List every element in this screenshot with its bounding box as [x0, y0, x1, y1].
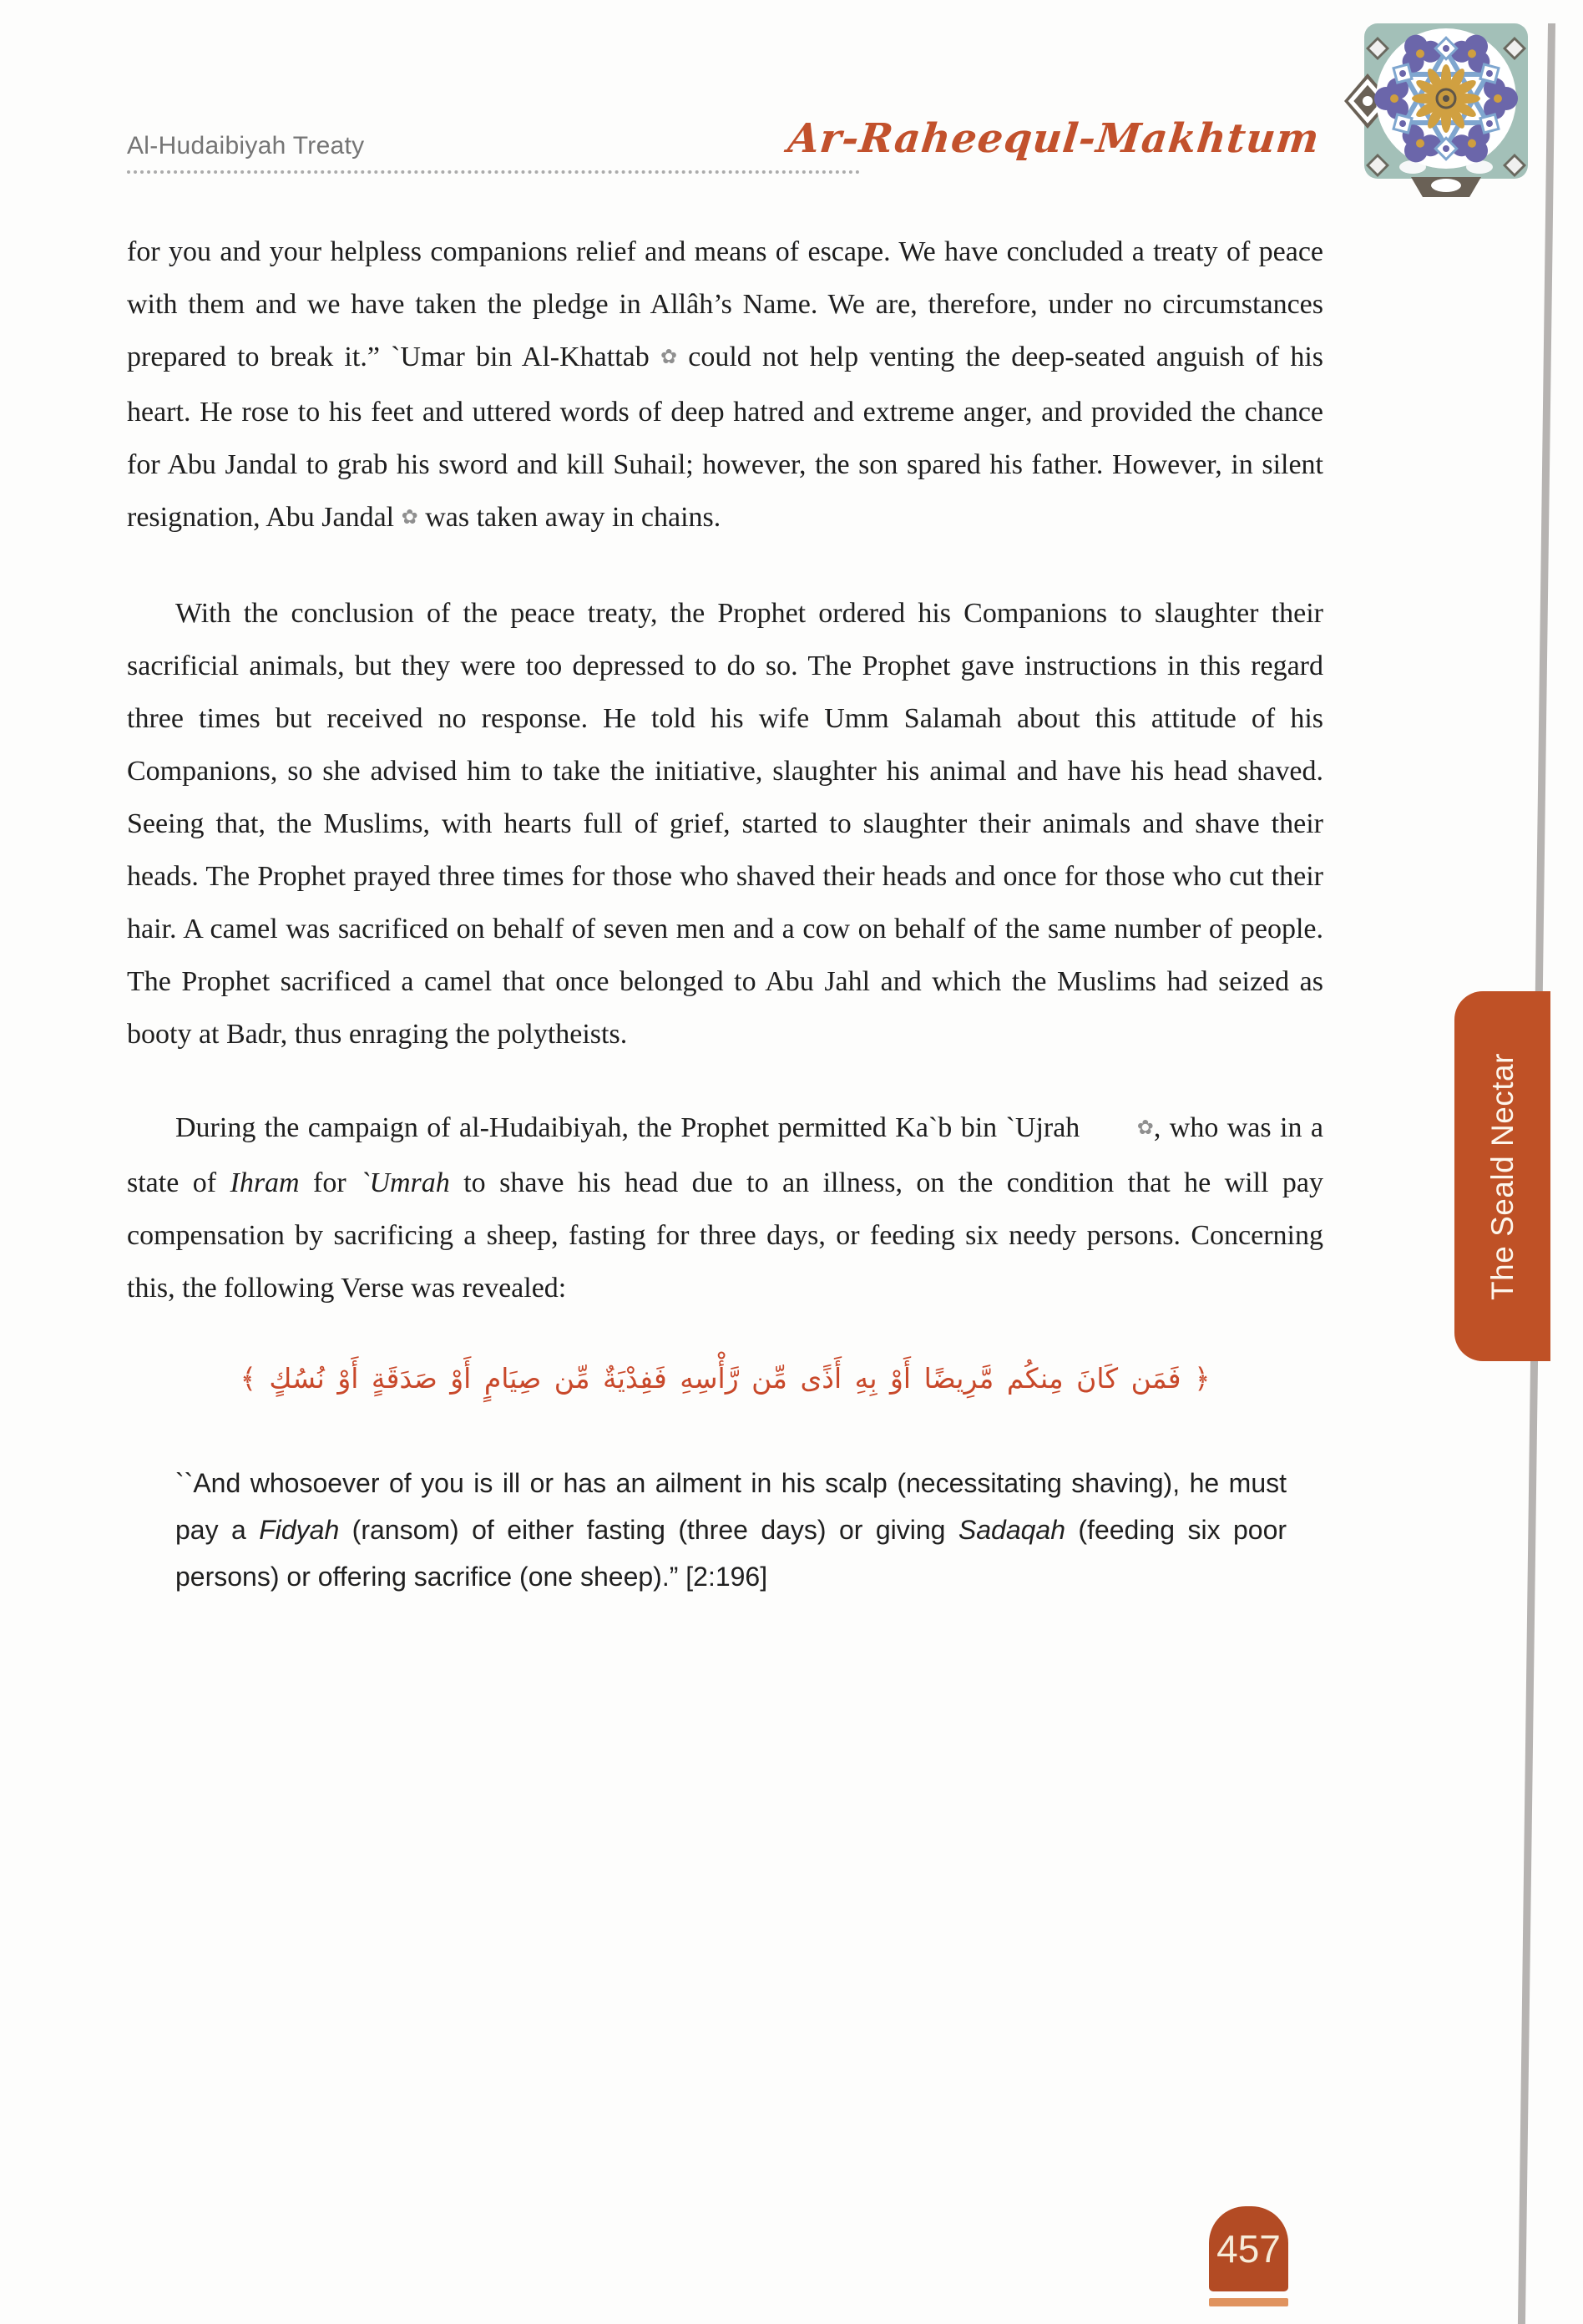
paragraph-1-text: was taken away in chains. [417, 502, 721, 533]
paragraph-3-text: for [299, 1167, 361, 1198]
islamic-ornament-graphic [1344, 13, 1535, 201]
paragraph-1-text: could not help venting the deep-seated anguish of his heart. He rose to his feet and uttered words of deep hatred and extreme anger, and provided the chance for Abu Jandal to grab his sword and kill Suhail; however, the son spared his father. However, in silent resignation, Abu Jandal [127, 342, 1324, 533]
paragraph-2-text: With the conclusion of the peace treaty, the Prophet ordered his Companions to slaughter their sacrificial animals, but they were too depressed to do so. The Prophet gave instructions in this regard three times but received no response. He told his wife Umm Salamah about this attitude of his Companions, so she advised him to take the initiative, slaughter his animal and have his head shaved. Seeing that, the Muslims, with hearts full of grief, started to slaughter their animals and shave their heads. The Prophet prayed three times for those who shaved their heads and once for those who cut their hair. A camel was sacrificed on behalf of seven men and a cow on behalf of the same number of people. The Prophet sacrificed a camel that once belonged to Abu Jahl and which the Muslims had seized as booty at Badr, thus enraging the polytheists. [127, 598, 1323, 1050]
term-ihram: Ihram [230, 1167, 300, 1198]
side-tab-label: The Seald Nectar [1484, 1052, 1520, 1300]
radiallahu-anhu-symbol: ✿ [660, 347, 678, 368]
paragraph-3-text: During the campaign of al-Hudaibiyah, the Prophet permitted Ka`b bin `Ujrah [175, 1112, 1089, 1143]
book-title-calligraphy: Ar-Raheequl-Makhtum [785, 115, 1322, 162]
radiallahu-anhu-symbol: ✿ [1136, 1117, 1154, 1139]
verse-translation [175, 1460, 1287, 1600]
page-number-underline [1209, 2298, 1288, 2306]
paragraph-3 [127, 1101, 1323, 1314]
header-dotted-rule [127, 170, 860, 174]
text-column [127, 225, 1323, 1600]
paragraph-1-text: for you and your helpless companions relief and means of escape. We have concluded a treaty of peace with them and we have taken the pledge in Allâh’s Name. We are, therefore, under no circumstances prepared to break it.” `Umar bin Al-Khattab [127, 236, 1323, 372]
term-fidyah: Fidyah [259, 1515, 340, 1545]
term-sadaqah: Sadaqah [958, 1515, 1065, 1545]
paragraph-2 [127, 587, 1323, 1061]
quran-verse-arabic: ﴿ فَمَن كَانَ مِنكُم مَّرِيضًا أَوْ بِهِ أَذًى مِّن رَّأْسِهِ فَفِدْيَةٌ مِّن صِيَامٍ أَوْ صَدَقَةٍ أَوْ نُسُكٍ ﴾ [240, 1362, 1211, 1395]
paragraph-3-text: , who was in a state of [127, 1112, 1324, 1198]
page-number-badge: 457 [1209, 2206, 1288, 2291]
translation-text: (ransom) of either fasting (three days) or giving [339, 1515, 958, 1545]
translation-text: (feeding six poor persons) or offering sacrifice (one sheep).” [2:196] [175, 1515, 1287, 1592]
paragraph-3-text: to shave his head due to an illness, on the condition that he will pay compensation by sacrificing a sheep, fasting for three days, or feeding six needy persons. Concerning this, the following Verse was revealed: [127, 1167, 1323, 1304]
term-umrah: `Umrah [360, 1167, 450, 1198]
ornament-icon [1344, 13, 1535, 197]
translation-text: ``And whosoever of you is ill or has an ailment in his scalp (necessitating shaving), he must pay a [175, 1468, 1287, 1545]
radiallahu-anhu-symbol: ✿ [401, 507, 418, 529]
chapter-side-tab [1454, 991, 1550, 1361]
paragraph-1 [127, 225, 1323, 546]
running-header-title: Al-Hudaibiyah Treaty [127, 132, 365, 159]
